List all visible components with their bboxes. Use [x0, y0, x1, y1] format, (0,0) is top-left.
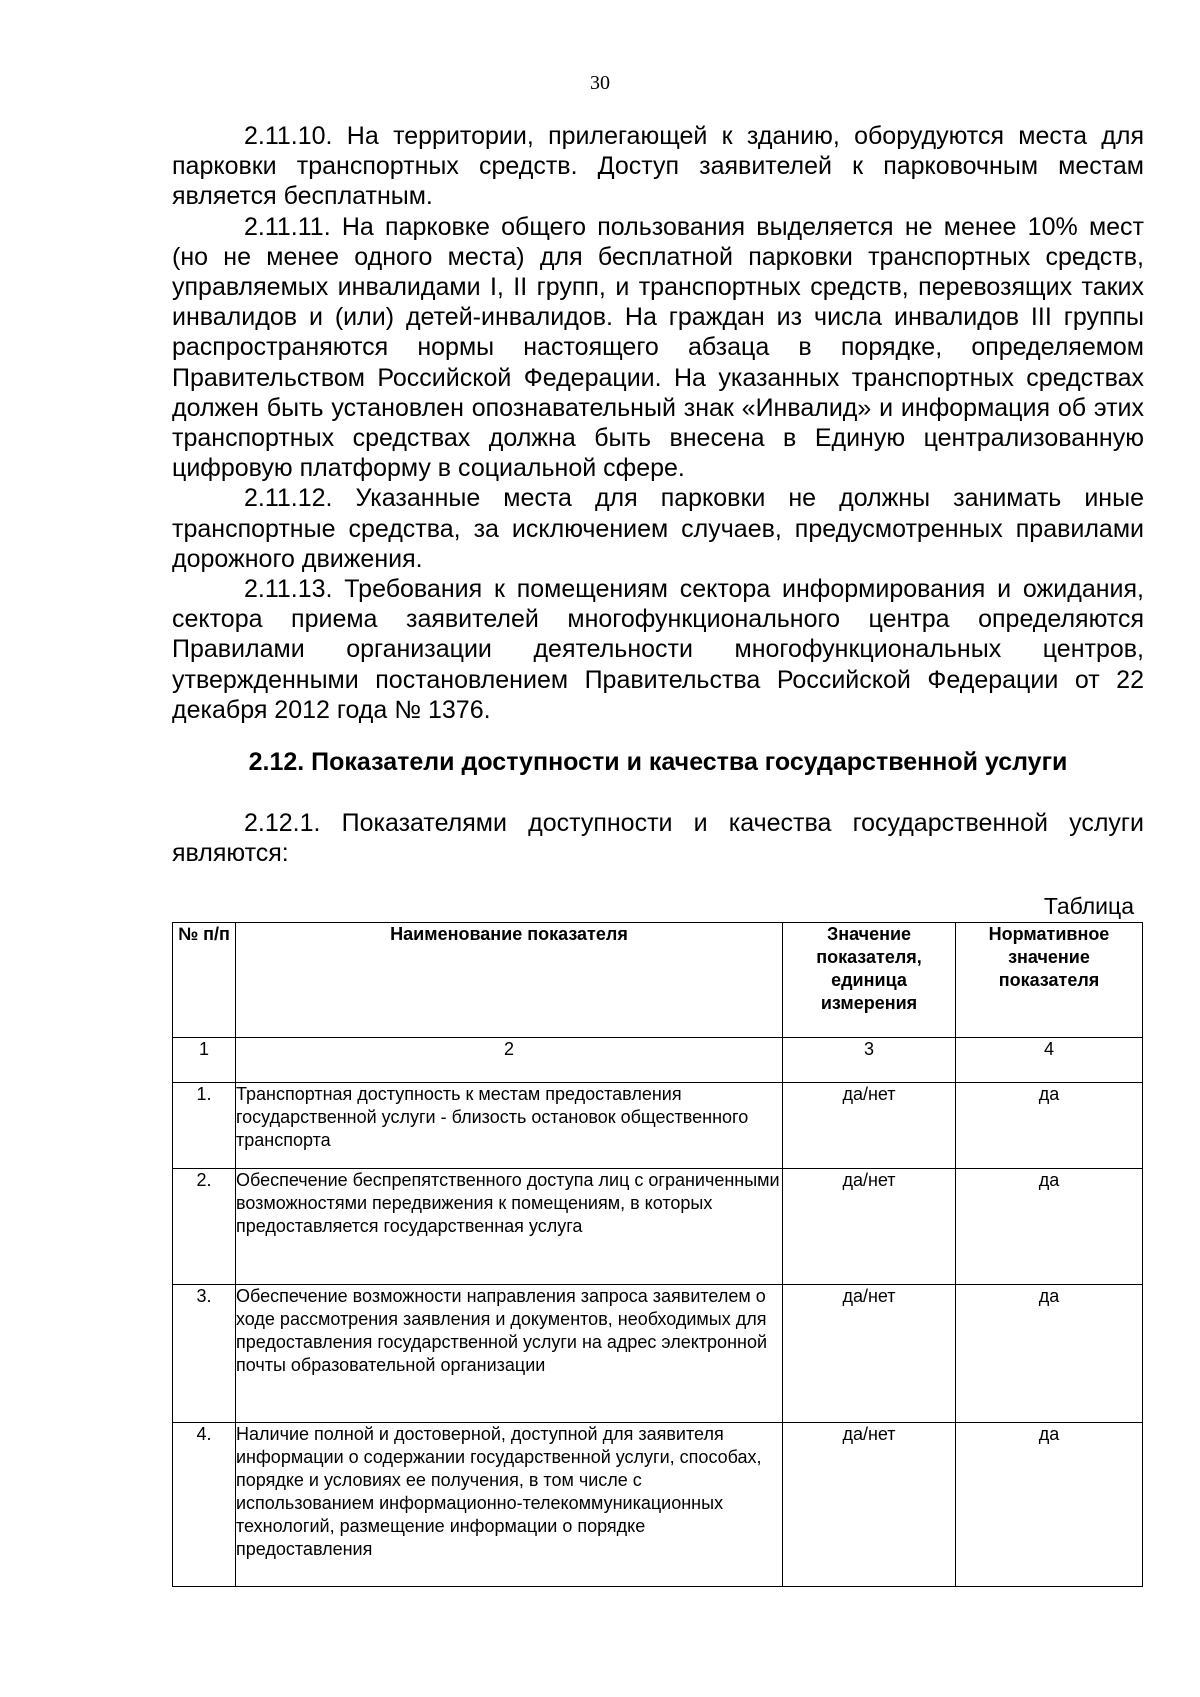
column-number: 1 — [173, 1038, 236, 1083]
paragraph-2-11-11: 2.11.11. На парковке общего пользования выделяется не менее 10% мест (но не менее одного места) для бесплатной парковки транспортных средств, управляемых инвалидами I, II групп, и транспортных средств, перевозящих таких инвалидов и (или) детей-инвалидов. На граждан из числа инвалидов III группы распространяются нормы настоящего абзаца в порядке, определяемом Правительством Российской Федерации. На указанных транспортных средствах должен быть установлен опознавательный знак «Инвалид» и информация об этих транспортных средствах должна быть внесена в Единую централизованную цифровую платформу в социальной сфере. — [172, 212, 1144, 483]
row-no: 3. — [173, 1285, 236, 1423]
table-row — [173, 1083, 1143, 1169]
row-name: Транспортная доступность к местам предоставления государственной услуги - близость остановок общественного транспорта — [236, 1083, 783, 1169]
section-intro — [172, 808, 1144, 868]
table-row — [173, 1423, 1143, 1587]
column-number: 2 — [236, 1038, 783, 1083]
paragraph-2-12-1: 2.12.1. Показателями доступности и качества государственной услуги являются: — [172, 809, 1144, 868]
paragraph-2-11-10: 2.11.10. На территории, прилегающей к зданию, оборудуются места для парковки транспортных средств. Доступ заявителей к парковочным местам является бесплатным. — [172, 122, 1144, 211]
table-row — [173, 1169, 1143, 1285]
row-no: 4. — [173, 1423, 236, 1587]
row-no: 1. — [173, 1083, 236, 1169]
row-value: да/нет — [783, 1423, 956, 1587]
paragraph-2-11-12: 2.11.12. Указанные места для парковки не должны занимать иные транспортные средства, за исключением случаев, предусмотренных правилами дорожного движения. — [172, 484, 1144, 573]
header-norm: Нормативное значение показателя — [956, 923, 1143, 1038]
page-number: 30 — [590, 72, 610, 94]
header-no: № п/п — [173, 923, 236, 1038]
column-number-row — [173, 1038, 1143, 1083]
table-header-row — [173, 923, 1143, 1038]
row-name: Обеспечение беспрепятственного доступа лиц с ограниченными возможностями передвижения к помещениям, в которых предоставляется государственная услуга — [236, 1169, 783, 1285]
table-row — [173, 1285, 1143, 1423]
header-value: Значение показателя, единица измерения — [783, 923, 956, 1038]
row-norm: да — [956, 1285, 1143, 1423]
row-value: да/нет — [783, 1083, 956, 1169]
table-caption: Таблица — [1043, 893, 1134, 919]
row-norm: да — [956, 1423, 1143, 1587]
row-norm: да — [956, 1169, 1143, 1285]
body-text — [172, 121, 1144, 725]
section-heading: 2.12. Показатели доступности и качества государственной услуги — [248, 748, 1068, 776]
row-name: Наличие полной и достоверной, доступной для заявителя информации о содержании государственной услуги, способах, порядке и условиях ее получения, в том числе с использованием информационно-телекоммуникационных технологий, размещение информации о порядке предоставления — [236, 1423, 783, 1587]
header-name: Наименование показателя — [236, 923, 783, 1038]
column-number: 4 — [956, 1038, 1143, 1083]
paragraph-2-11-13: 2.11.13. Требования к помещениям сектора информирования и ожидания, сектора приема заявителей многофункционального центра определяются Правилами организации деятельности многофункциональных центров, утвержденными постановлением Правительства Российской Федерации от 22 декабря 2012 года № 1376. — [172, 575, 1144, 724]
row-name: Обеспечение возможности направления запроса заявителем о ходе рассмотрения заявления и документов, необходимых для предоставления государственной услуги на адрес электронной почты образовательной организации — [236, 1285, 783, 1423]
column-number: 3 — [783, 1038, 956, 1083]
row-value: да/нет — [783, 1285, 956, 1423]
row-value: да/нет — [783, 1169, 956, 1285]
row-norm: да — [956, 1083, 1143, 1169]
indicators-table — [172, 922, 1143, 1587]
row-no: 2. — [173, 1169, 236, 1285]
